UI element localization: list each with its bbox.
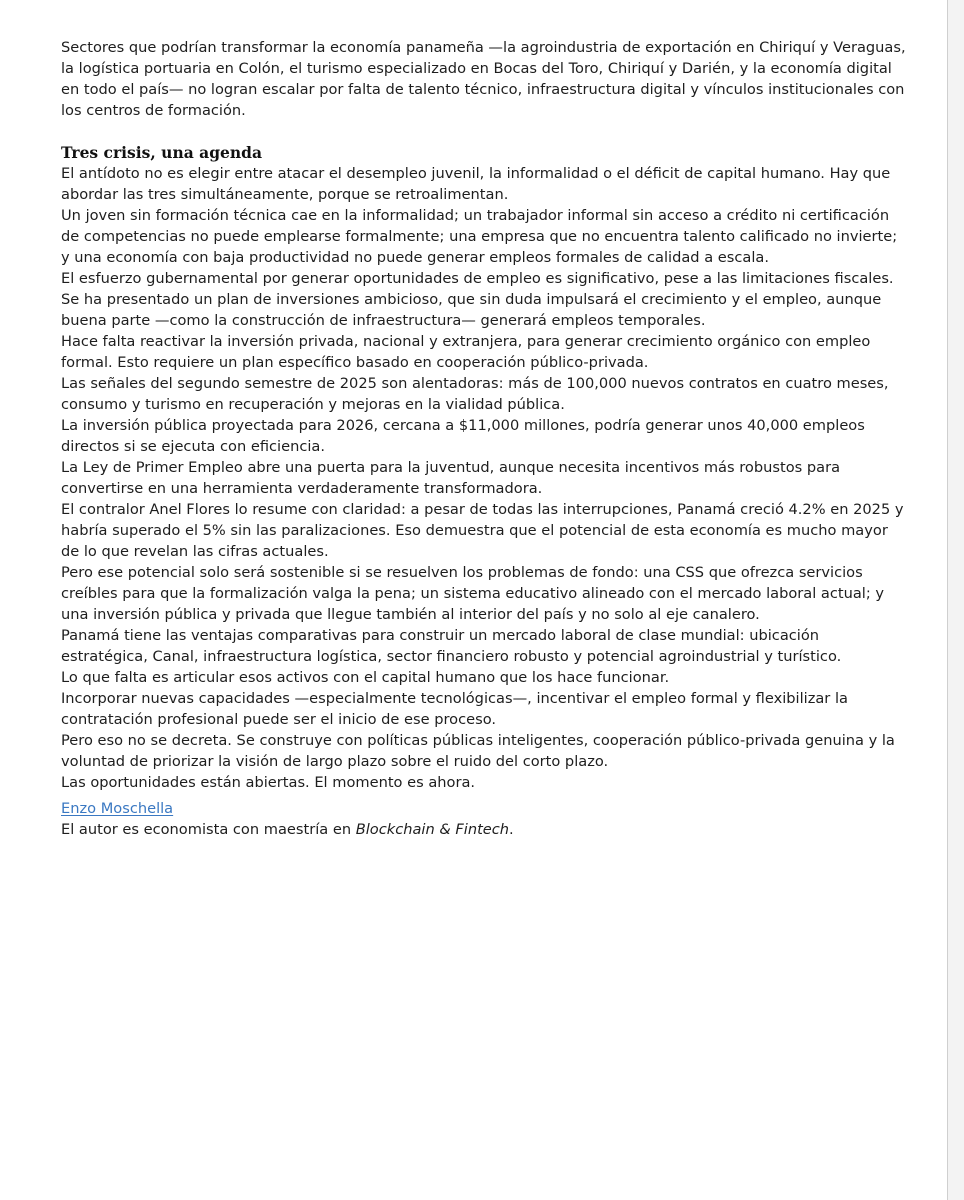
body-paragraph: Un joven sin formación técnica cae en la informalidad; un trabajador informal sin acceso a crédito ni certificación de competencias no puede emplearse formalmente; una empresa que no encuentra talento calificado no invierte; y una economía con baja productividad no puede generar empleos formales de calidad a escala. <box>61 207 898 266</box>
body-paragraph: Incorporar nuevas capacidades —especialmente tecnológicas—, incentivar el empleo formal y flexibilizar la contratación profesional puede ser el inicio de ese proceso. <box>61 690 848 728</box>
author-bio-suffix: . <box>509 821 514 838</box>
author-bio-text: El autor es economista con maestría en <box>61 821 356 838</box>
author-bio <box>61 819 907 840</box>
article-body <box>61 37 907 840</box>
author-bio-emphasis: Blockchain & Fintech <box>355 821 510 838</box>
body-paragraph: Las señales del segundo semestre de 2025 son alentadoras: más de 100,000 nuevos contratos en cuatro meses, consumo y turismo en recuperación y mejoras en la vialidad pública. <box>61 375 889 413</box>
author-link[interactable]: Enzo Moschella <box>61 800 174 817</box>
body-paragraph: La Ley de Primer Empleo abre una puerta para la juventud, aunque necesita incentivos más robustos para convertirse en una herramienta verdaderamente transformadora. <box>61 459 841 497</box>
body-paragraph: La inversión pública proyectada para 2026, cercana a $11,000 millones, podría generar unos 40,000 empleos directos si se ejecuta con eficiencia. <box>61 417 865 455</box>
body-paragraph: Se ha presentado un plan de inversiones ambicioso, que sin duda impulsará el crecimiento y el empleo, aunque buena parte —como la construcción de infraestructura— generará empleos temporales. <box>61 291 882 329</box>
body-paragraph: Pero eso no se decreta. Se construye con políticas públicas inteligentes, cooperación público-privada genuina y la voluntad de priorizar la visión de largo plazo sobre el ruido del corto plazo. <box>61 732 895 770</box>
intro-paragraph: Sectores que podrían transformar la economía panameña —la agroindustria de exportación en Chiriquí y Veraguas, la logística portuaria en Colón, el turismo especializado en Bocas del Toro, Chiriquí y Darién, y la economía digital en todo el país— no logran escalar por falta de talento técnico, infraestructura digital y vínculos institucionales con los centros de formación. <box>61 39 906 119</box>
page-gutter <box>948 0 964 1200</box>
section-heading: Tres crisis, una agenda <box>61 143 263 162</box>
body-paragraph: El contralor Anel Flores lo resume con claridad: a pesar de todas las interrupciones, Panamá creció 4.2% en 2025 y habría superado el 5% sin las paralizaciones. Eso demuestra que el potencial de esta economía es mucho mayor de lo que revelan las cifras actuales. <box>61 501 904 560</box>
body-paragraph: Pero ese potencial solo será sostenible si se resuelven los problemas de fondo: una CSS que ofrezca servicios creíbles para que la formalización valga la pena; un sistema educativo alineado con el mercado laboral actual; y una inversión pública y privada que llegue también al interior del país y no solo al eje canalero. <box>61 564 885 623</box>
body-paragraph: Hace falta reactivar la inversión privada, nacional y extranjera, para generar crecimiento orgánico con empleo formal. Esto requiere un plan específico basado en cooperación público-privada. <box>61 333 871 371</box>
body-paragraph: Panamá tiene las ventajas comparativas para construir un mercado laboral de clase mundial: ubicación estratégica, Canal, infraestructura logística, sector financiero robusto y potencial agroindustrial y turístico. <box>61 627 842 665</box>
body-paragraph: El antídoto no es elegir entre atacar el desempleo juvenil, la informalidad o el déficit de capital humano. Hay que abordar las tres simultáneamente, porque se retroalimentan. <box>61 165 891 203</box>
body-paragraph: Las oportunidades están abiertas. El momento es ahora. <box>61 774 476 791</box>
body-paragraph: El esfuerzo gubernamental por generar oportunidades de empleo es significativo, pese a las limitaciones fiscales. <box>61 270 894 287</box>
body-paragraph: Lo que falta es articular esos activos con el capital humano que los hace funcionar. <box>61 669 670 686</box>
